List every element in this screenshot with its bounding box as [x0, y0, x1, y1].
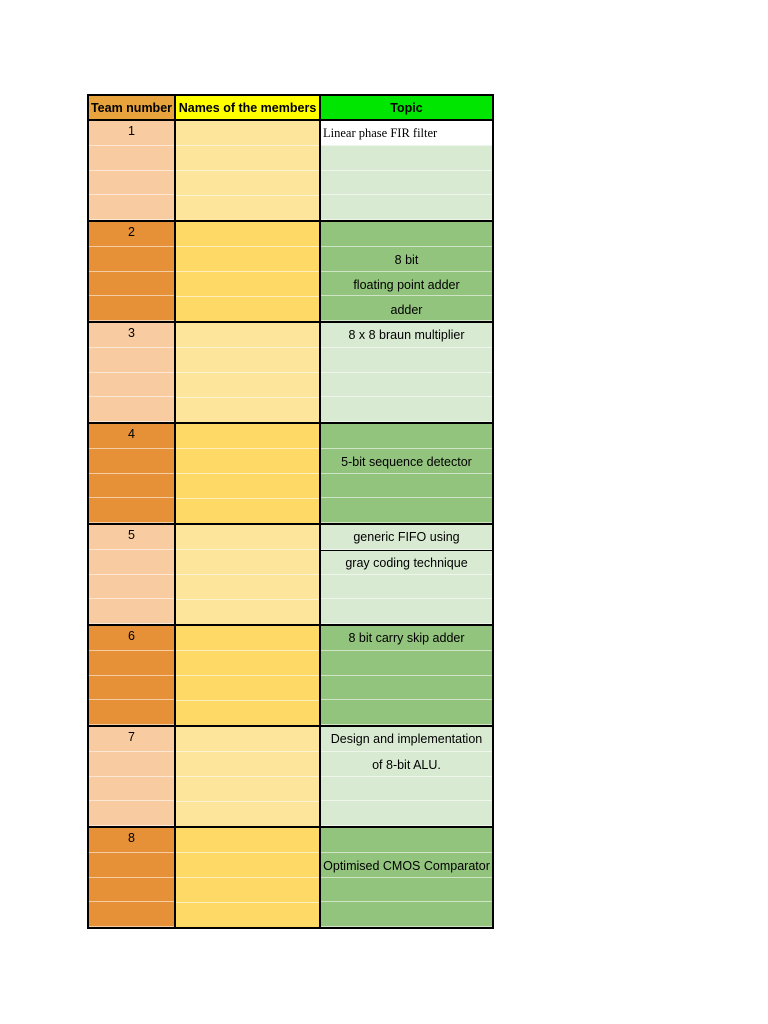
header-team-number: Team number [89, 96, 176, 119]
table-header-row [87, 94, 494, 121]
team-row-7 [87, 727, 494, 828]
member-names-cell[interactable] [176, 626, 321, 725]
topic-cell[interactable] [321, 323, 492, 422]
topic-line: 8 bit carry skip adder [348, 631, 465, 645]
topic-cell[interactable] [321, 727, 492, 826]
member-names-cell[interactable] [176, 828, 321, 927]
topic-cell[interactable] [321, 222, 492, 321]
topic-cell[interactable] [321, 828, 492, 927]
header-member-names: Names of the members [176, 96, 321, 119]
topic-line: Optimised CMOS Comparator [323, 859, 490, 873]
team-number-cell[interactable] [89, 424, 176, 523]
team-row-1 [87, 121, 494, 222]
team-row-3 [87, 323, 494, 424]
topic-line: adder [390, 303, 423, 317]
team-number-cell[interactable] [89, 121, 176, 220]
team-number-cell[interactable] [89, 828, 176, 927]
team-number: 2 [128, 225, 135, 239]
member-names-cell[interactable] [176, 121, 321, 220]
team-number: 4 [128, 427, 135, 441]
topic-line: gray coding technique [345, 556, 468, 570]
team-number-cell[interactable] [89, 626, 176, 725]
team-number: 1 [128, 124, 135, 138]
team-row-4 [87, 424, 494, 525]
team-number: 8 [128, 831, 135, 845]
team-number-cell[interactable] [89, 323, 176, 422]
team-row-5 [87, 525, 494, 626]
team-number-cell[interactable] [89, 727, 176, 826]
topic-line: 8 x 8 braun multiplier [348, 328, 465, 342]
team-table [87, 94, 494, 929]
member-names-cell[interactable] [176, 323, 321, 422]
team-row-2 [87, 222, 494, 323]
member-names-cell[interactable] [176, 222, 321, 321]
topic-cell[interactable] [321, 121, 492, 220]
team-number-cell[interactable] [89, 525, 176, 624]
team-number-cell[interactable] [89, 222, 176, 321]
topic-cell[interactable] [321, 424, 492, 523]
topic-line: 8 bit [394, 253, 419, 267]
member-names-cell[interactable] [176, 727, 321, 826]
topic-line: Design and implementation [330, 732, 483, 746]
topic-line: Linear phase FIR filter [323, 126, 438, 140]
member-names-cell[interactable] [176, 424, 321, 523]
topic-line: floating point adder [353, 278, 460, 292]
team-number: 5 [128, 528, 135, 542]
member-names-cell[interactable] [176, 525, 321, 624]
topic-line: of 8-bit ALU. [372, 758, 441, 772]
team-number: 7 [128, 730, 135, 744]
topic-cell[interactable] [321, 626, 492, 725]
team-row-6 [87, 626, 494, 727]
team-number: 6 [128, 629, 135, 643]
team-number: 3 [128, 326, 135, 340]
topic-cell[interactable] [321, 525, 492, 624]
topic-line: generic FIFO using [321, 524, 492, 551]
topic-line: 5-bit sequence detector [341, 455, 472, 469]
team-row-8 [87, 828, 494, 929]
header-topic: Topic [321, 96, 492, 119]
